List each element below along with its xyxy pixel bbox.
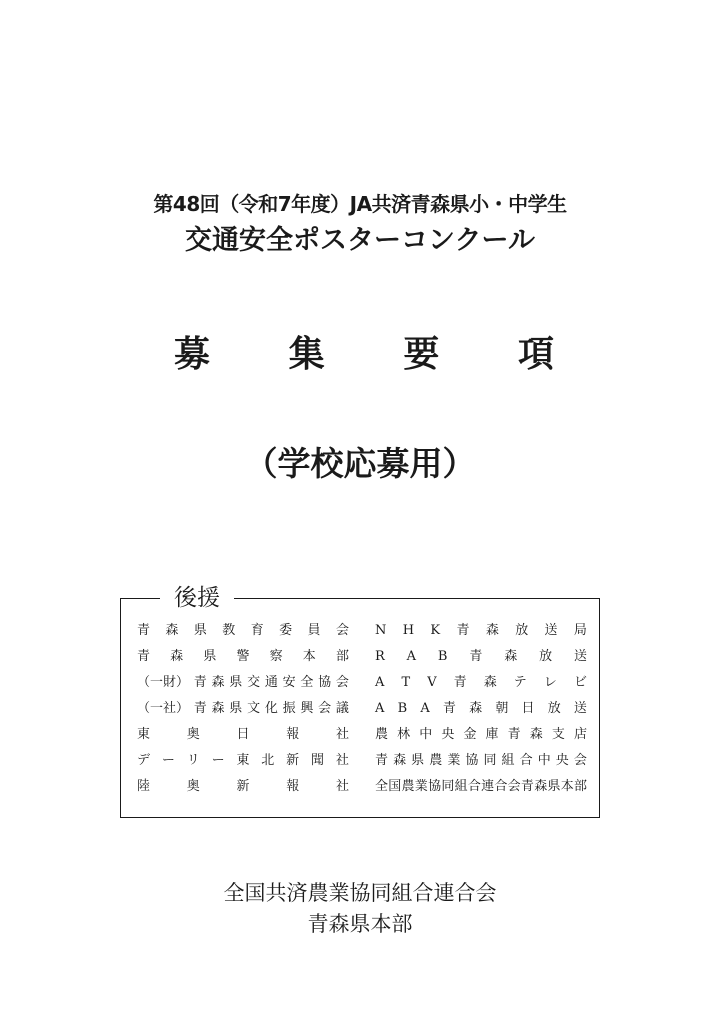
sponsor-list-left: [137, 618, 349, 800]
sponsor-item: N H K 青 森 放 送 局: [375, 623, 587, 638]
sponsor-item: R A B 青 森 放 送: [375, 649, 587, 664]
sponsor-item: A B A 青 森 朝 日 放 送: [375, 701, 587, 716]
page-title: [174, 332, 554, 376]
sponsor-item: 青 森 県 警 察 本 部: [137, 649, 349, 664]
organizer-branch: 青森県本部: [307, 912, 413, 936]
sponsor-item: 陸 奥 新 報 社: [137, 779, 349, 794]
page-subtitle: （学校応募用）: [244, 444, 476, 483]
contest-heading-line2: 交通安全ポスターコンクール: [185, 225, 535, 256]
sponsor-item: （一財） 青 森 県 交 通 安 全 協 会: [137, 675, 349, 690]
sponsor-list-right: [375, 618, 587, 800]
sponsor-item: （一社） 青 森 県 文 化 振 興 会 議: [137, 701, 349, 716]
title-char: 要: [403, 333, 440, 375]
sponsor-item: 全 国 農 業 協 同 組 合 連 合 会 青 森 県 本 部: [375, 779, 587, 794]
sponsor-item: 青 森 県 農 業 協 同 組 合 中 央 会: [375, 753, 587, 768]
sponsor-item: 農 林 中 央 金 庫 青 森 支 店: [375, 727, 587, 742]
sponsor-item: 青 森 県 教 育 委 員 会: [137, 623, 349, 638]
sponsor-item: 東 奥 日 報 社: [137, 727, 349, 742]
title-char: 集: [288, 333, 325, 375]
sponsor-heading: 後援: [160, 582, 234, 614]
sponsor-item: A T V 青 森 テ レ ビ: [375, 675, 587, 690]
organizer-name: 全国共済農業協同組合連合会: [223, 881, 497, 905]
title-char: 募: [174, 333, 211, 375]
title-char: 項: [517, 333, 554, 375]
sponsor-item: デ ー リ ー 東 北 新 聞 社: [137, 753, 349, 768]
contest-heading-line1: 第48回（令和7年度）JA共済青森県小・中学生: [153, 192, 567, 216]
